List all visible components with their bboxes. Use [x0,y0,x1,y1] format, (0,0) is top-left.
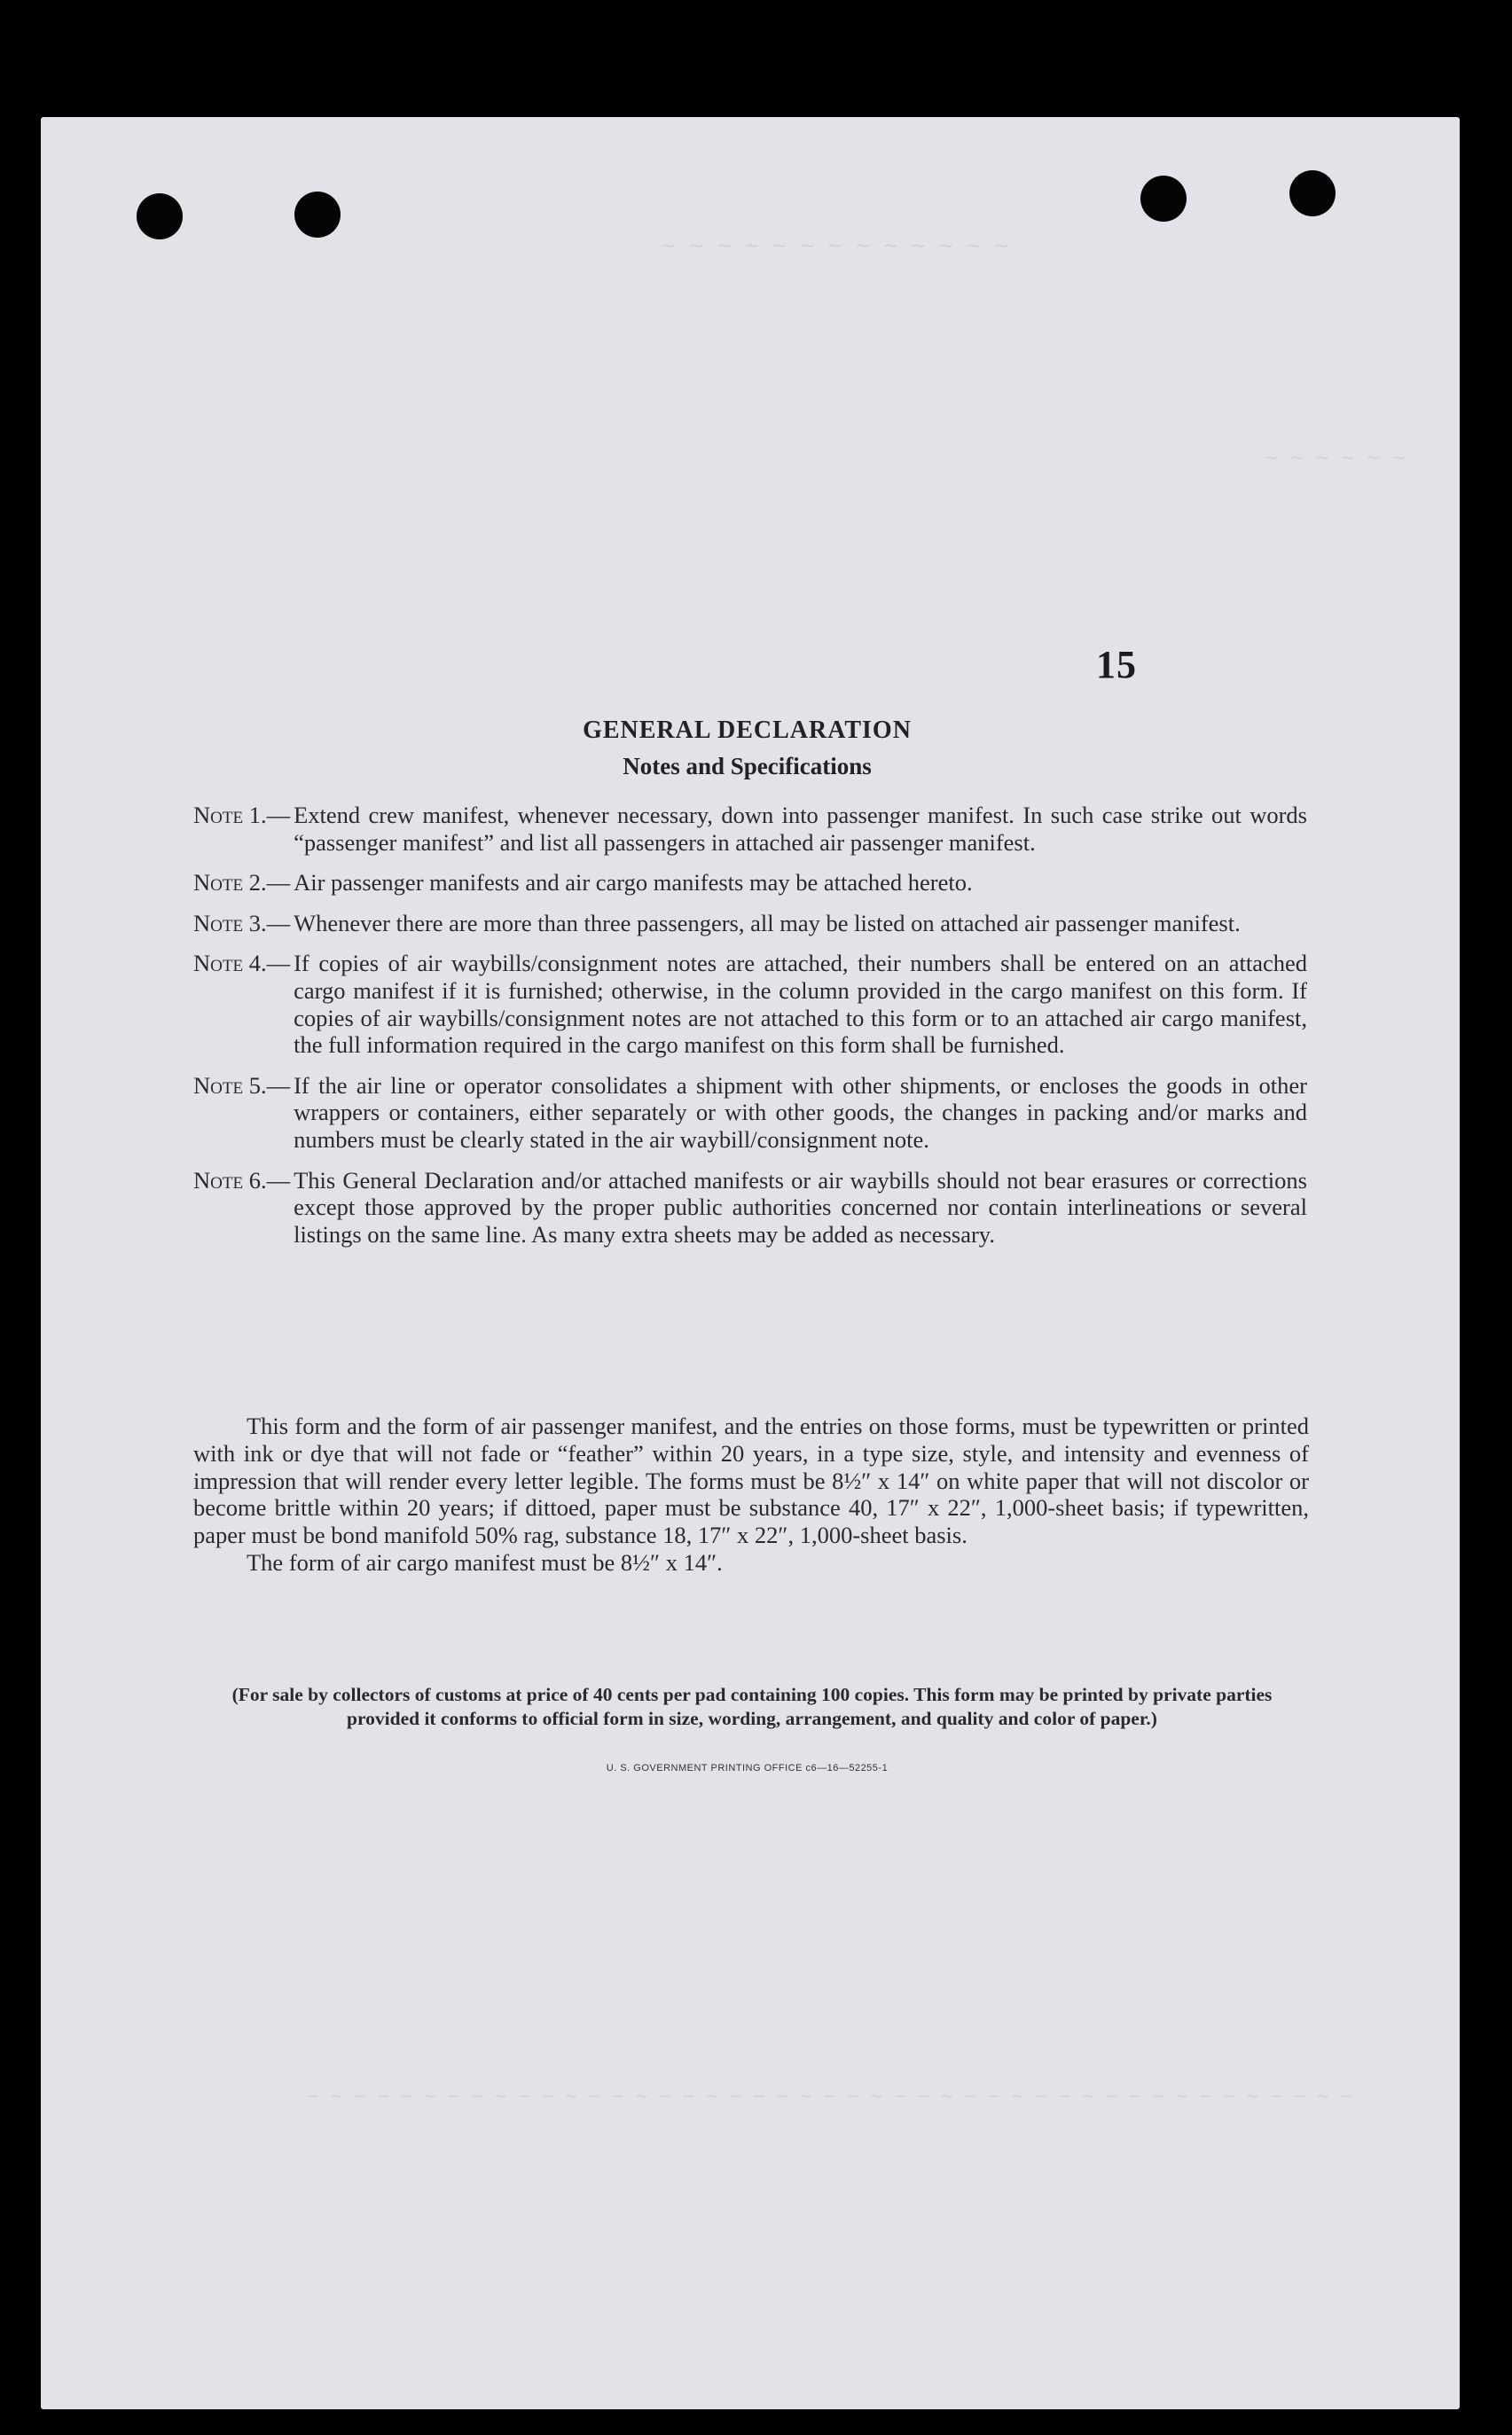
cargo-manifest-size-paragraph: The form of air cargo manifest must be 8½″ x 14″. [247,1548,723,1576]
document-subtitle: Notes and Specifications [623,753,872,779]
note-text: If the air line or operator consolidates a shipment with other shipments, or encloses the goods in other wrappers or containers, either separately or with other goods, the changes in packing and/or marks and numbers must be clearly stated in the air waybill/consignment note. [294,1071,1307,1153]
note-5 [193,1072,1307,1154]
note-2 [193,869,1307,896]
bleed-through-text: ~ ~ ~ ~ ~ ~ [1265,445,1406,470]
note-1 [193,802,1307,856]
note-4 [193,950,1307,1058]
note-label: Note 6.— [193,1166,291,1194]
bleed-through-text: ~ ~ ~ ~ ~ ~ ~ ~ ~ ~ ~ ~ ~ ~ ~ ~ ~ ~ ~ ~ ~ ~ ~ ~ ~ ~ ~ ~ ~ ~ ~ ~ ~ ~ ~ ~ ~ ~ ~ ~ ~ ~ ~ ~ ~ [307,2086,1352,2108]
punch-hole-4 [1289,170,1336,216]
note-text: Air passenger manifests and air cargo manifests may be attached hereto. [294,869,973,896]
notes-list [193,802,1307,1261]
note-label: Note 2.— [193,869,291,896]
bleed-through-text: ~ ~ ~ ~ ~ ~ ~ ~ ~ ~ ~ ~ ~ [662,232,1009,259]
document-page [41,117,1460,2409]
printer-line: U. S. GOVERNMENT PRINTING OFFICE c6—16—52255-1 [606,1763,889,1773]
punch-hole-1 [137,193,183,239]
note-label: Note 3.— [193,909,291,936]
note-text: This General Declaration and/or attached manifests or air waybills should not bear erasures or corrections except those approved by the proper public authorities concerned nor contain interlineations or several listings on the same line. As many extra sheets may be added as necessary. [294,1166,1307,1248]
specifications-text [193,1413,1309,1577]
note-label: Note 5.— [193,1071,291,1099]
page-number: 15 [1096,643,1137,686]
punch-hole-2 [294,192,341,238]
document-title: GENERAL DECLARATION [583,716,912,744]
note-3 [193,910,1307,937]
note-text: Whenever there are more than three passengers, all may be listed on attached air passenger manifest. [294,909,1241,936]
note-label: Note 4.— [193,950,291,977]
sale-note: (For sale by collectors of customs at price of 40 cents per pad containing 100 copies. This form may be printed by private parties provided it conforms to official form in size, wording, arrangement, and quality and color of paper.) [231,1684,1273,1729]
specifications-paragraph: This form and the form of air passenger manifest, and the entries on those forms, must be typewritten or printed with ink or dye that will not fade or “feather” within 20 years, in a type size, style, and intensity and evenness of impression that will render every letter legible. The forms must be 8½″ x 14″ on white paper that will not discolor or become brittle within 20 years; if dittoed, paper must be substance 40, 17″ x 22″, 1,000-sheet basis; if typewritten, paper must be bond manifold 50% rag, substance 18, 17″ x 22″, 1,000-sheet basis. [193,1413,1309,1549]
note-text: Extend crew manifest, whenever necessary, down into passenger manifest. In such case strike out words “passenger manifest” and list all passengers in attached air passenger manifest. [294,802,1307,856]
note-text: If copies of air waybills/consignment notes are attached, their numbers shall be entered on an attached cargo manifest if it is furnished; otherwise, in the column provided in the cargo manifest on this form. If copies of air waybills/consignment notes are not attached to this form or to an attached air cargo manifest, the full information required in the cargo manifest on this form shall be furnished. [294,950,1307,1059]
punch-hole-3 [1140,176,1187,222]
note-6 [193,1167,1307,1249]
note-label: Note 1.— [193,802,291,828]
